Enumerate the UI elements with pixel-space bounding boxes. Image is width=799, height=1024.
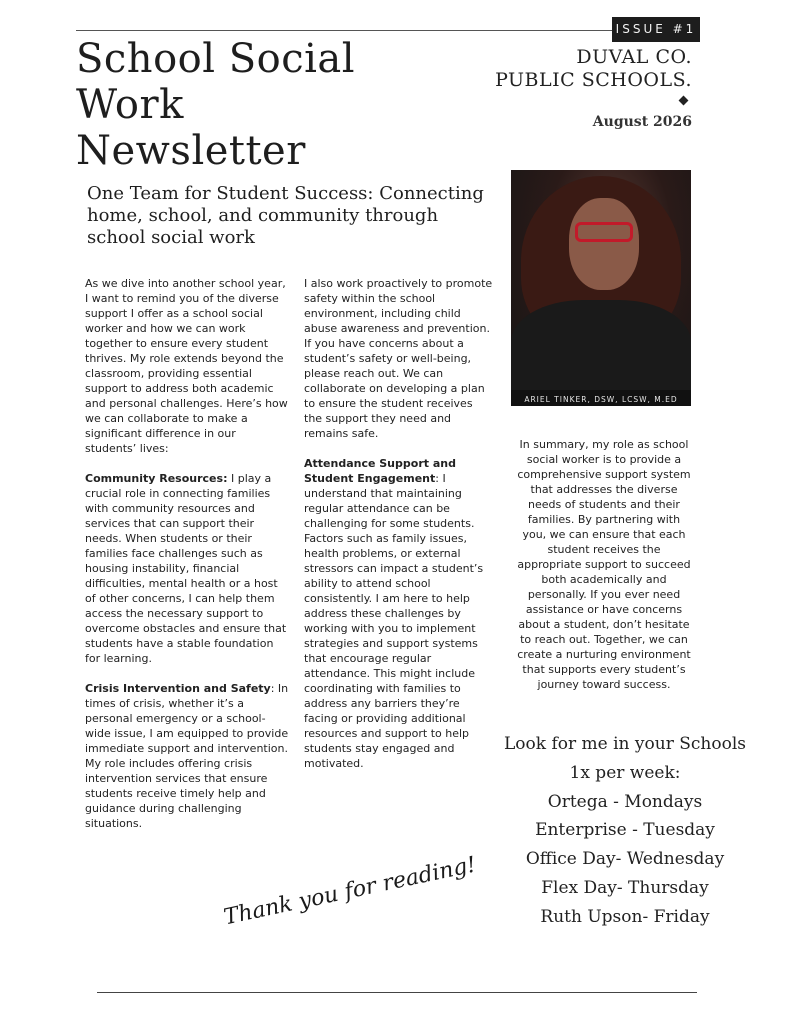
- safety-paragraph: I also work proactively to promote safety within the school environment, including child abuse awareness and prevention. If you have concerns about a student’s safety or well-being, please reach out. We can collaborate on developing a plan to ensure the student receives the support they need and remains safe.: [304, 277, 493, 440]
- schedule-line: 1x per week:: [569, 762, 681, 783]
- schedule-line: Ruth Upson- Friday: [540, 906, 710, 927]
- crisis-text: : In times of crisis, whether it’s a personal emergency or a school-wide issue, I am equipped to provide immediate support and intervention. My role includes offering crisis intervention services that ensure students receive timely help and guidance during challenging situations.: [85, 682, 289, 830]
- author-photo: [511, 170, 691, 406]
- crisis-paragraph: [85, 681, 290, 831]
- schedule-line: Enterprise - Tuesday: [535, 820, 715, 841]
- community-heading: Community Resources:: [85, 472, 228, 485]
- thank-you-text: Thank you for reading!: [221, 852, 479, 931]
- issue-badge: ISSUE #1: [612, 17, 700, 42]
- photo-caption: ARIEL TINKER, DSW, LCSW, M.ED: [524, 395, 678, 404]
- issue-date: August 2026: [592, 114, 692, 130]
- middle-column: [304, 276, 494, 786]
- attendance-heading: Attendance Support and Student Engagement: [304, 457, 456, 485]
- article-subtitle: One Team for Student Success: Connecting home, school, and community through school social work: [87, 183, 484, 248]
- community-paragraph: [85, 471, 290, 666]
- crisis-heading: Crisis Intervention and Safety: [85, 682, 271, 695]
- title-line: Newsletter: [76, 128, 306, 174]
- schedule-line: Ortega - Mondays: [547, 791, 703, 812]
- district-name: [470, 46, 692, 92]
- glasses-icon: [575, 222, 633, 242]
- attendance-text: : I understand that maintaining regular attendance can be challenging for some students. Factors such as family issues, health problems, or external stressors can impact a student’s ability to attend school consistently. I am here to help address these challenges by working with you to implement strategies and support systems that encourage regular attendance. This might include coordinating with families to address any barriers they’re facing or providing additional resources and support to help students stay engaged and motivated.: [304, 472, 484, 770]
- schedule-line: Look for me in your Schools: [504, 734, 746, 754]
- schedule-line: Flex Day- Thursday: [541, 877, 709, 898]
- title-line: School Social: [76, 36, 356, 82]
- closing-signature: [221, 852, 479, 975]
- district-line: PUBLIC SCHOOLS.: [495, 69, 692, 91]
- weekly-schedule: [498, 730, 752, 932]
- summary-paragraph: In summary, my role as school social worker is to provide a comprehensive support system that addresses the diverse needs of students and their families. By partnering with you, we can ensure that each student receives the appropriate support to succeed both academically and personally. If you ever need assistance or have concerns about a student, don’t hesitate to reach out. Together, we can create a nurturing environment that supports every student’s journey toward success.: [517, 438, 691, 691]
- newsletter-title: [76, 36, 406, 174]
- schedule-line: Office Day- Wednesday: [525, 849, 725, 870]
- left-column: [85, 276, 290, 846]
- top-rule: [76, 30, 620, 31]
- district-line: DUVAL CO.: [576, 46, 692, 68]
- attendance-paragraph: [304, 456, 494, 771]
- title-line: Work: [76, 82, 184, 128]
- bottom-rule: [97, 992, 697, 993]
- diamond-ornament-icon: [679, 96, 689, 106]
- intro-paragraph: As we dive into another school year, I want to remind you of the diverse support I offer as a school social worker and how we can work together to ensure every student thrives. My role extends beyond the classroom, providing essential support to address both academic and personal challenges. Here’s how we can collaborate to make a significant difference in our students’ lives:: [85, 277, 288, 455]
- community-text: I play a crucial role in connecting families with community resources and services that can support their needs. When students or their families face challenges such as housing instability, financial difficulties, mental health or a host of other concerns, I can help them access the necessary support to overcome obstacles and ensure that students have a stable foundation for learning.: [85, 472, 287, 665]
